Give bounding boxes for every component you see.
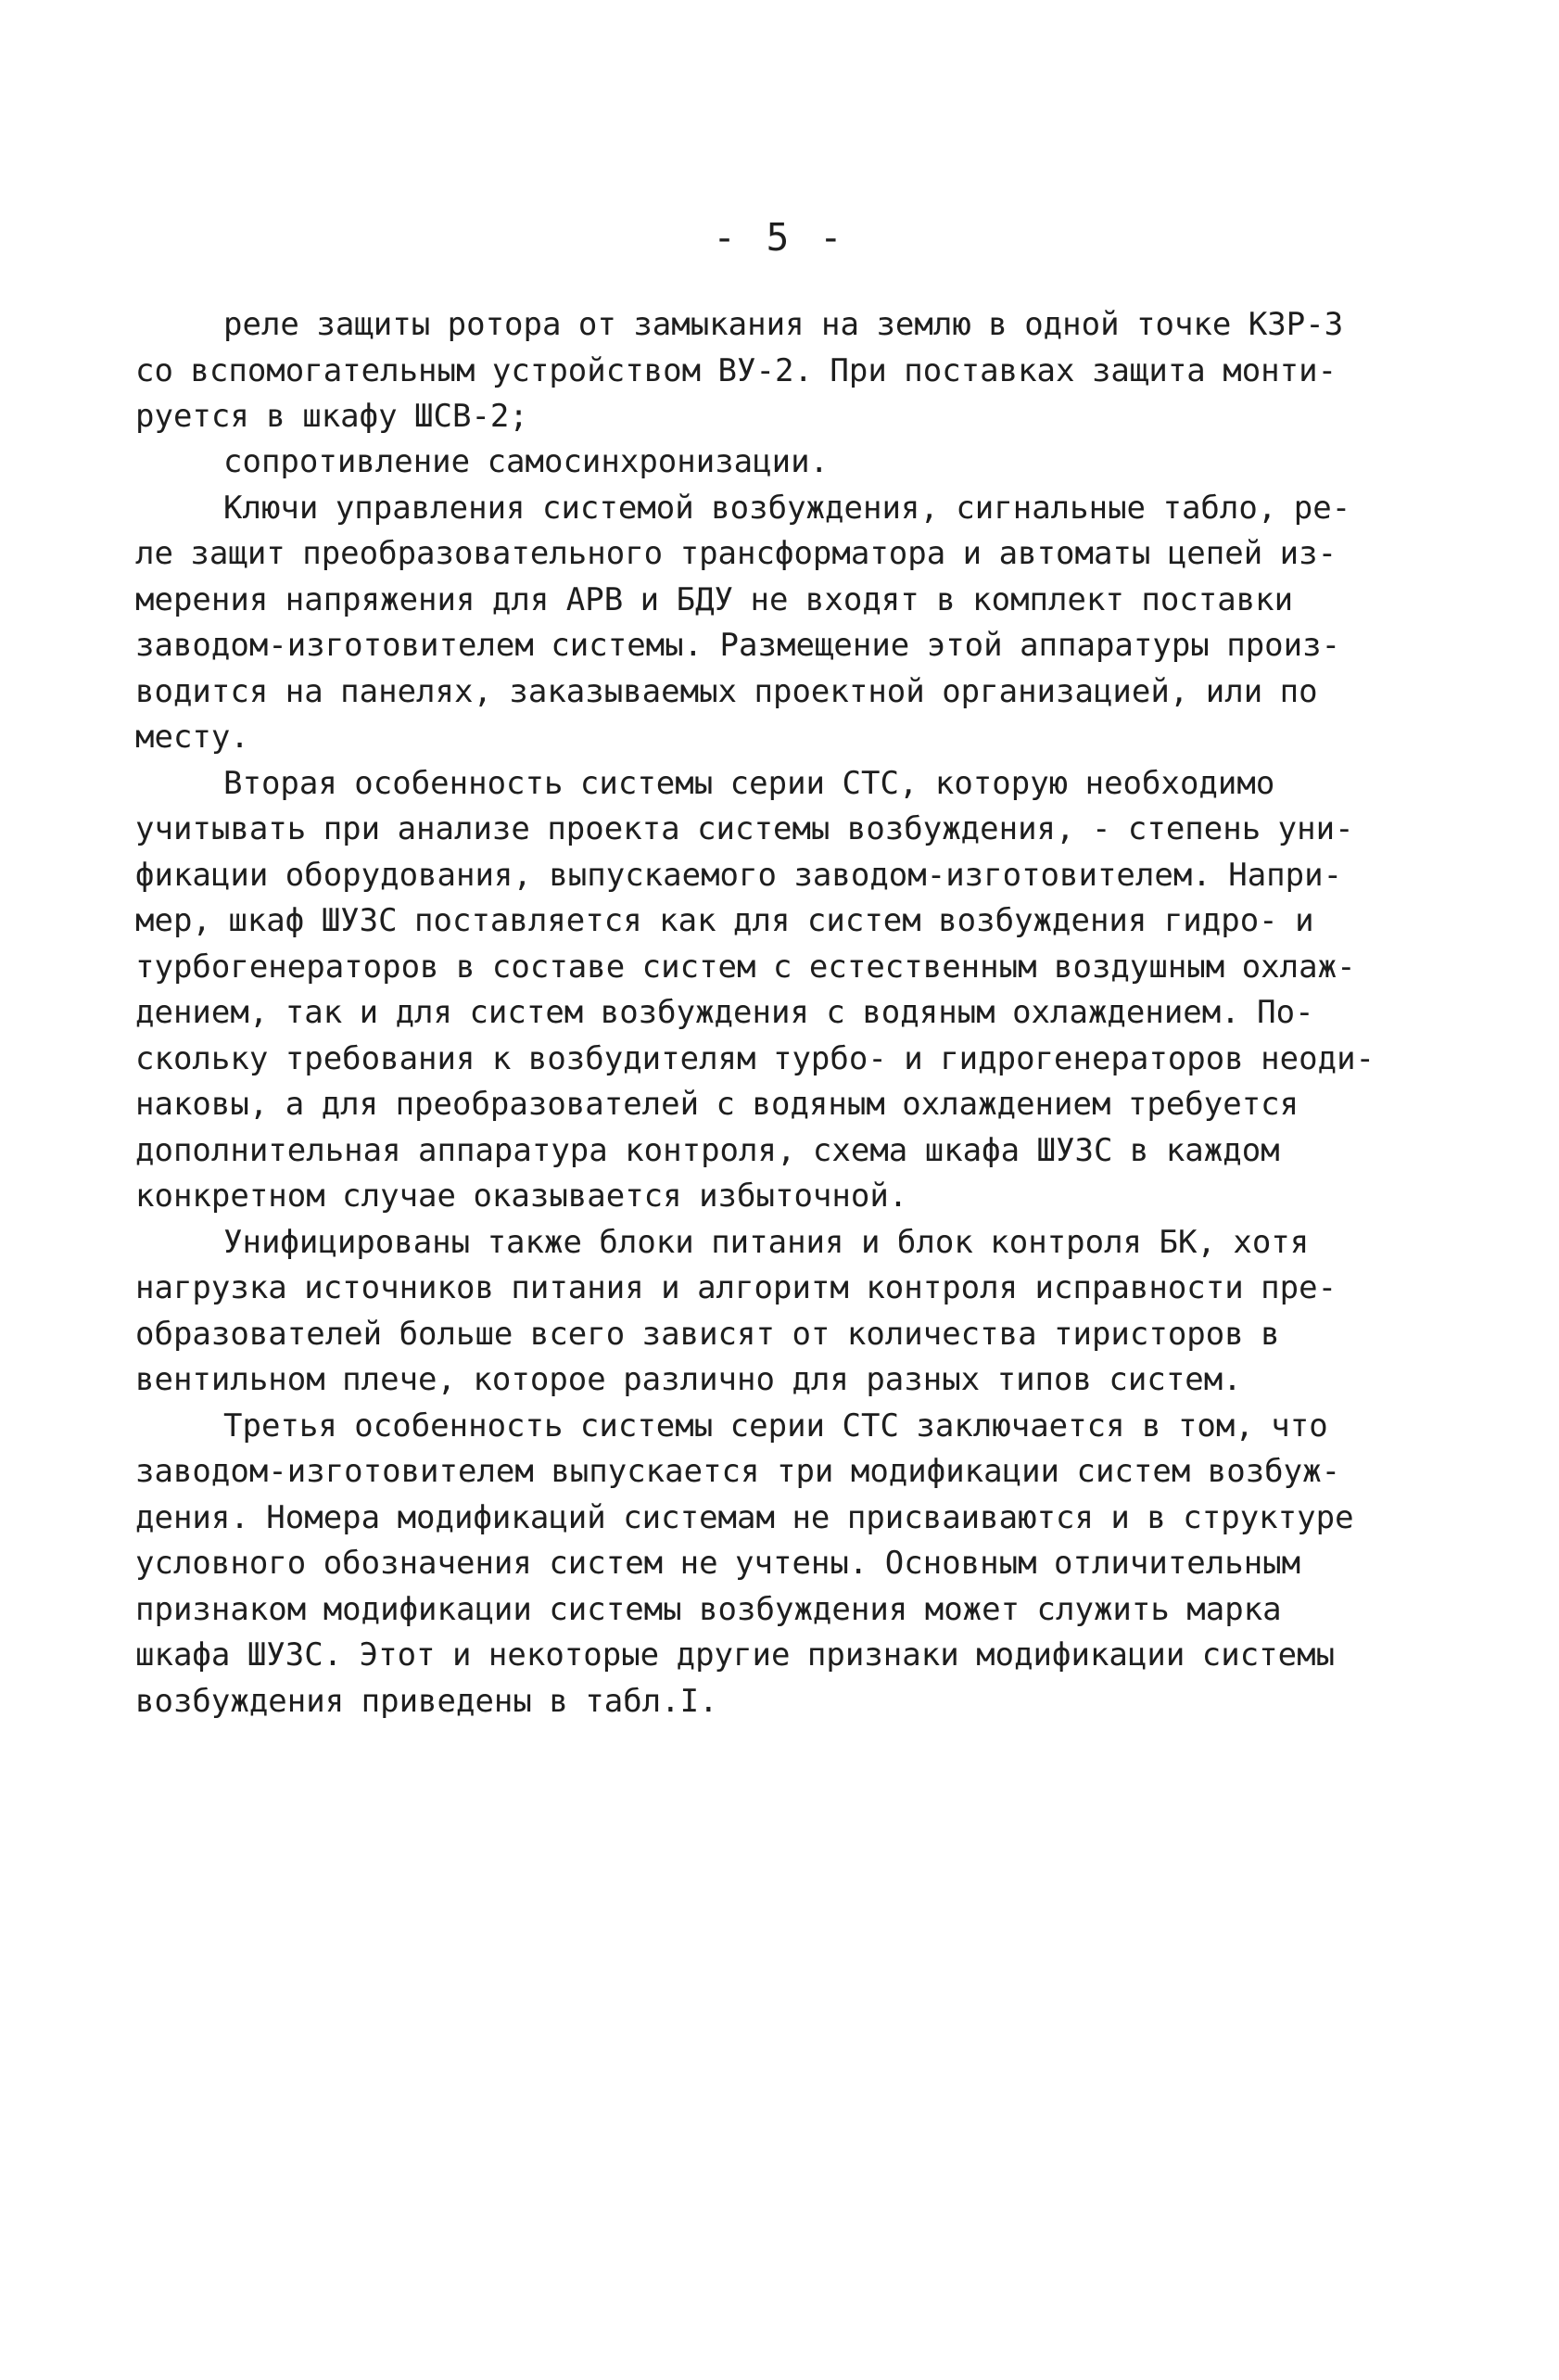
text-line: скольку требования к возбудителям турбо- и гидрогенераторов неоди-	[135, 1040, 1375, 1077]
text-line: водится на панелях, заказываемых проектной организацией, или по	[135, 673, 1318, 710]
text-line: учитывать при анализе проекта системы возбуждения, - степень уни-	[135, 810, 1354, 847]
text-line: руется в шкафу ШСВ-2;	[135, 398, 528, 435]
text-line: мерения напряжения для АРВ и БДУ не входят в комплект поставки	[135, 581, 1294, 618]
text-line: конкретном случае оказывается избыточной.	[135, 1177, 908, 1215]
text-line: Ключи управления системой возбуждения, сигнальные табло, ре-	[223, 490, 1351, 527]
text-line: турбогенераторов в составе систем с естественным воздушным охлаж-	[135, 948, 1356, 986]
text-line: возбуждения приведены в табл.I.	[135, 1683, 718, 1720]
text-line: шкафа ШУЗС. Этот и некоторые другие признаки модификации системы	[135, 1636, 1336, 1674]
text-line: заводом-изготовителем системы. Размещение этой аппаратуры произ-	[135, 627, 1341, 664]
text-line: вентильном плече, которое различно для разных типов систем.	[135, 1361, 1242, 1398]
text-line: дением, так и для систем возбуждения с водяным охлаждением. По-	[135, 994, 1314, 1031]
text-line: дополнительная аппаратура контроля, схема шкафа ШУЗС в каждом	[135, 1132, 1280, 1169]
text-line: ле защит преобразовательного трансформатора и автоматы цепей из-	[135, 535, 1337, 572]
text-line: Вторая особенность системы серии СТС, которую необходимо	[223, 765, 1275, 802]
page-number: - 5 -	[713, 215, 846, 260]
text-line: фикации оборудования, выпускаемого заводом-изготовителем. Напри-	[135, 857, 1343, 894]
text-line: Унифицированы также блоки питания и блок контроля БК, хотя	[223, 1224, 1310, 1261]
text-line: признаком модификации системы возбуждения может служить марка	[135, 1591, 1282, 1628]
text-line: сопротивление самосинхронизации.	[223, 443, 830, 480]
text-line: наковы, а для преобразователей с водяным охлаждением требуется	[135, 1086, 1299, 1123]
text-line: нагрузка источников питания и алгоритм контроля исправности пре-	[135, 1269, 1337, 1306]
text-line: условного обозначения систем не учтены. Основным отличительным	[135, 1545, 1301, 1582]
text-line: Третья особенность системы серии СТС заключается в том, что	[223, 1407, 1328, 1445]
text-line: реле защиты ротора от замыкания на землю в одной точке КЗР-3	[223, 306, 1344, 343]
text-line: со вспомогательным устройством ВУ-2. При поставках защита монти-	[135, 352, 1337, 389]
text-line: дения. Номера модификаций системам не присваиваются и в структуре	[135, 1499, 1354, 1536]
text-line: мер, шкаф ШУЗС поставляется как для систем возбуждения гидро- и	[135, 902, 1314, 939]
text-line: образователей больше всего зависят от количества тиристоров в	[135, 1316, 1280, 1353]
text-line: месту.	[135, 719, 249, 756]
text-line: заводом-изготовителем выпускается три модификации систем возбуж-	[135, 1453, 1341, 1490]
